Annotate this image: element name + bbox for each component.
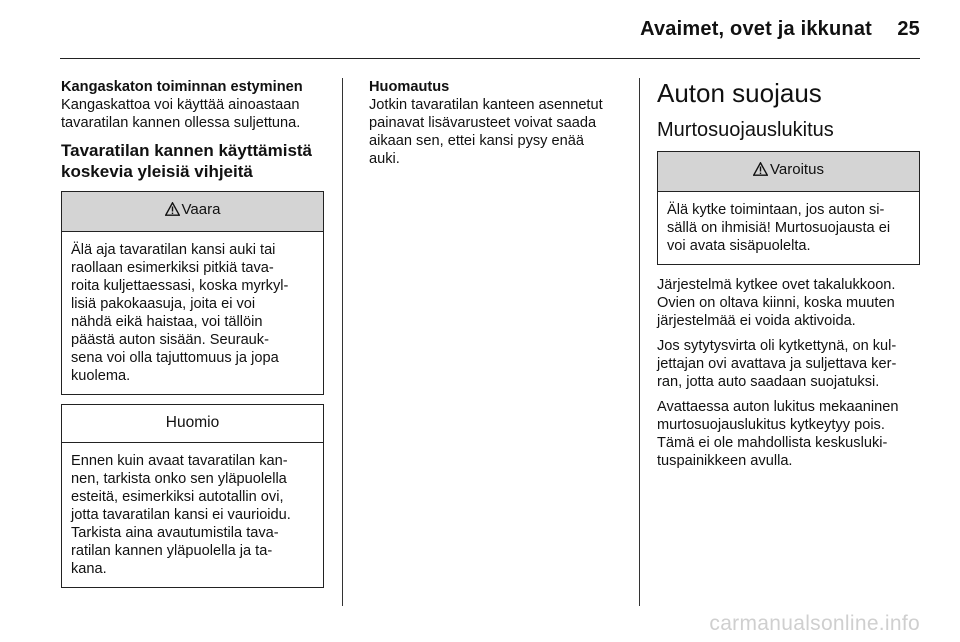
caution-box-body — [62, 443, 323, 587]
paragraph-line: Avattaessa auton lukitus mekaaninen — [657, 399, 899, 415]
paragraph — [657, 337, 921, 391]
warning-box-header — [658, 152, 919, 192]
column-right — [657, 78, 921, 477]
column-divider-1 — [342, 78, 343, 606]
column-divider-2 — [639, 78, 640, 606]
paragraph — [657, 398, 921, 470]
danger-line: sena voi olla tajuttomuus ja jopa — [71, 350, 279, 366]
tips-heading: koskevia yleisiä vihjeitä — [61, 162, 253, 181]
danger-box-body — [62, 232, 323, 394]
caution-line: nen, tarkista onko sen yläpuolella — [71, 471, 287, 487]
danger-line: kuolema. — [71, 368, 131, 384]
watermark: carmanualsonline.info — [709, 612, 920, 635]
caution-line: jotta tavaratilan kansi ei vaurioidu. — [71, 507, 291, 523]
paragraph-line: tuspainikkeen avulla. — [657, 453, 793, 469]
warning-box — [657, 151, 920, 265]
paragraph-line: Järjestelmä kytkee ovet takalukkoon. — [657, 277, 896, 293]
subsection-title: Murtosuojauslukitus — [657, 119, 834, 141]
intro-heading: Kangaskaton toiminnan estyminen — [61, 79, 303, 95]
caution-line: Ennen kuin avaat tavaratilan kan- — [71, 453, 288, 469]
danger-line: raollaan esimerkiksi pitkiä tava- — [71, 260, 274, 276]
paragraph-line: Ovien on oltava kiinni, koska muuten — [657, 295, 895, 311]
danger-line: Älä aja tavaratilan kansi auki tai — [71, 242, 276, 258]
intro-line: tavaratilan kannen ollessa suljettuna. — [61, 115, 301, 131]
tips-heading: Tavaratilan kannen käyttämistä — [61, 141, 313, 160]
danger-box — [61, 191, 324, 395]
warning-triangle-icon — [165, 202, 180, 221]
warning-triangle-icon — [753, 162, 768, 181]
warning-line: sällä on ihmisiä! Murtosuojausta ei — [667, 220, 891, 236]
danger-box-header — [62, 192, 323, 232]
warning-box-body — [658, 192, 919, 264]
paragraph-line: ran, jotta auto saadaan suojatuksi. — [657, 374, 880, 390]
paragraph-line: Jos sytytysvirta oli kytkettynä, on kul- — [657, 338, 897, 354]
paragraph-line: Tämä ei ole mahdollista keskusluki- — [657, 435, 888, 451]
paragraph-line: järjestelmää ei voida aktivoida. — [657, 313, 856, 329]
danger-line: roita kuljettaessasi, koska myrkyl- — [71, 278, 289, 294]
danger-box-title: Vaara — [181, 201, 221, 218]
paragraph — [657, 276, 921, 330]
caution-line: ratilan kannen yläpuolella ja ta- — [71, 543, 273, 559]
caution-box-title: Huomio — [62, 405, 323, 443]
warning-line: voi avata sisäpuolelta. — [667, 238, 811, 254]
page-number: 25 — [897, 18, 920, 40]
danger-line: lisiä pakokaasuja, joita ei voi — [71, 296, 256, 312]
header-divider — [60, 58, 920, 59]
caution-line: esteitä, esimerkiksi autotallin ovi, — [71, 489, 284, 505]
warning-line: Älä kytke toimintaan, jos auton si- — [667, 202, 885, 218]
paragraph-line: murtosuojauslukitus kytkeytyy pois. — [657, 417, 885, 433]
intro-line: Kangaskattoa voi käyttää ainoastaan — [61, 97, 300, 113]
note-line: painavat lisävarusteet voivat saada — [369, 115, 597, 131]
note-heading: Huomautus — [369, 79, 450, 95]
warning-box-title: Varoitus — [770, 161, 824, 178]
note-line: auki. — [369, 151, 400, 167]
danger-line: päästä auton sisään. Seurauk- — [71, 332, 269, 348]
page-header-title: Avaimet, ovet ja ikkunat — [640, 18, 872, 40]
caution-line: Tarkista aina avautumistila tava- — [71, 525, 279, 541]
caution-box — [61, 404, 324, 588]
note-line: aikaan sen, ettei kansi pysy enää — [369, 133, 584, 149]
paragraph-line: jettajan ovi avattava ja suljettava ker- — [657, 356, 897, 372]
caution-line: kana. — [71, 561, 107, 577]
section-title: Auton suojaus — [657, 78, 822, 108]
note-line: Jotkin tavaratilan kanteen asennetut — [369, 97, 603, 113]
column-left — [61, 78, 325, 588]
column-middle — [369, 78, 631, 168]
danger-line: nähdä eikä haistaa, voi tällöin — [71, 314, 263, 330]
